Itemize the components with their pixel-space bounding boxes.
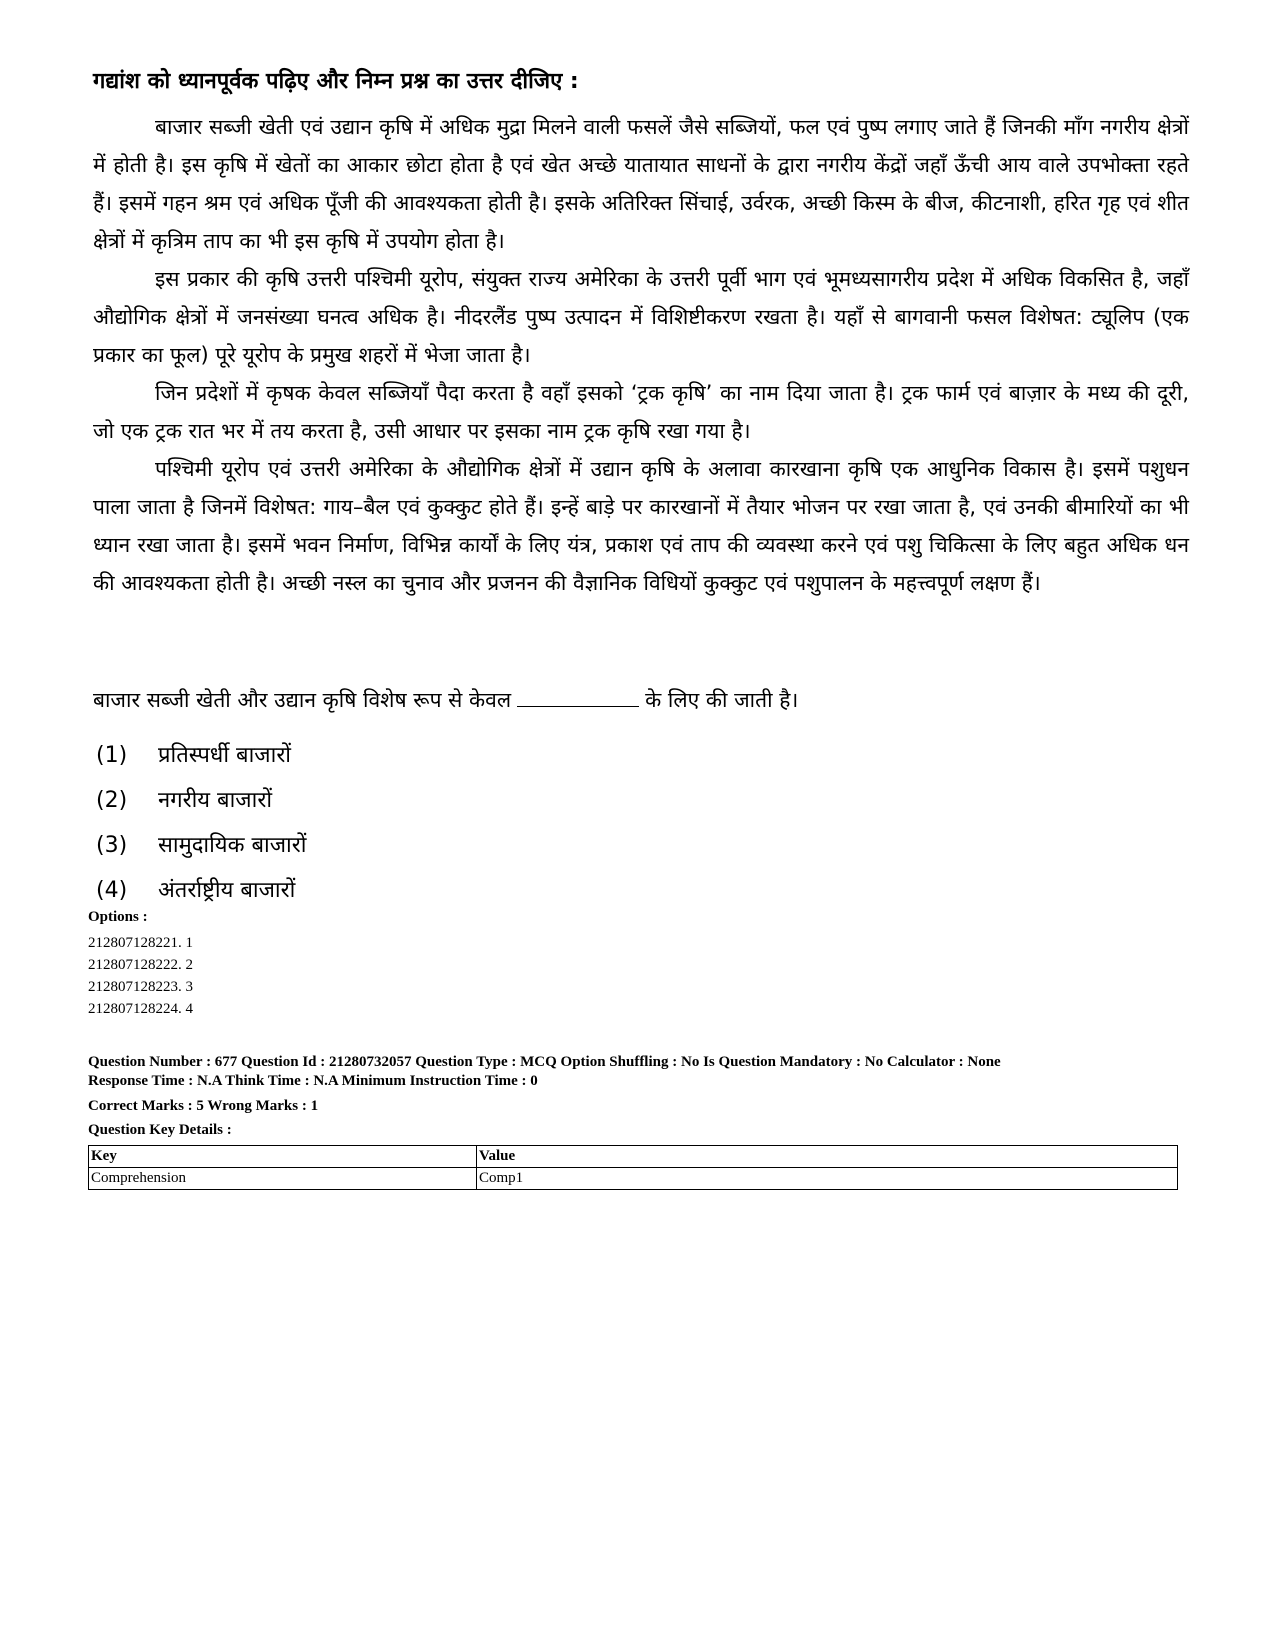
key-details-label: Question Key Details :	[88, 1122, 232, 1138]
key-details-table	[88, 1145, 1178, 1190]
comprehension-passage	[93, 108, 1189, 602]
choice-2[interactable]	[96, 778, 796, 823]
choice-number: (2)	[96, 788, 128, 813]
option-id: 212807128224. 4	[88, 1001, 193, 1017]
choice-text: नगरीय बाजारों	[158, 788, 273, 813]
question-text-after-blank: के लिए की जाती है।	[645, 688, 799, 712]
metadata-line-1: Question Number : 677 Question Id : 21280732057 Question Type : MCQ Option Shuffling : No Is Question Mandatory : No Calculator : None	[88, 1054, 1001, 1070]
option-id: 212807128222. 2	[88, 957, 193, 973]
metadata-line-2: Response Time : N.A Think Time : N.A Minimum Instruction Time : 0	[88, 1073, 538, 1089]
passage-heading: गद्यांश को ध्यानपूर्वक पढ़िए और निम्न प्रश्न का उत्तर दीजिए :	[93, 69, 579, 94]
choice-text: अंतर्राष्ट्रीय बाजारों	[158, 878, 296, 903]
choice-number: (1)	[96, 743, 128, 768]
answer-choices	[96, 733, 796, 913]
passage-paragraph-3: जिन प्रदेशों में कृषक केवल सब्जियाँ पैदा करता है वहाँ इसको ‘ट्रक कृषि’ का नाम दिया जाता है। ट्रक फार्म एवं बाज़ार के मध्य की दूरी, जो एक ट्रक रात भर में तय करता है, उसी आधार पर इसका नाम ट्रक कृषि रखा गया है।	[93, 381, 1189, 443]
choice-text: सामुदायिक बाजारों	[158, 833, 307, 858]
table-row	[89, 1168, 1178, 1190]
option-id: 212807128223. 3	[88, 979, 193, 995]
option-id: 212807128221. 1	[88, 935, 193, 951]
options-label: Options :	[88, 909, 148, 925]
table-cell-key: Comprehension	[89, 1168, 477, 1190]
table-cell-value: Comp1	[477, 1168, 1178, 1190]
choice-3[interactable]	[96, 823, 796, 868]
question-text-before-blank: बाजार सब्जी खेती और उद्यान कृषि विशेष रूप से केवल	[93, 688, 512, 712]
marks-info: Correct Marks : 5 Wrong Marks : 1	[88, 1098, 319, 1114]
passage-paragraph-4: पश्चिमी यूरोप एवं उत्तरी अमेरिका के औद्योगिक क्षेत्रों में उद्यान कृषि के अलावा कारखाना कृषि एक आधुनिक विकास है। इसमें पशुधन पाला जाता है जिनमें विशेषत: गाय–बैल एवं कुक्कुट होते हैं। इन्हें बाड़े पर कारखानों में तैयार भोजन पर रखा जाता है, एवं उनकी बीमारियों का भी ध्यान रखा जाता है। इसमें भवन निर्माण, विभिन्न कार्यों के लिए यंत्र, प्रकाश एवं ताप की व्यवस्था करने एवं पशु चिकित्सा के लिए बहुत अधिक धन की आवश्यकता होती है। अच्छी नस्ल का चुनाव और प्रजनन की वैज्ञानिक विधियों कुक्कुट एवं पशुपालन के महत्त्वपूर्ण लक्षण हैं।	[93, 457, 1189, 595]
passage-paragraph-2: इस प्रकार की कृषि उत्तरी पश्चिमी यूरोप, संयुक्त राज्य अमेरिका के उत्तरी पूर्वी भाग एवं भूमध्यसागरीय प्रदेश में अधिक विकसित है, जहाँ औद्योगिक क्षेत्रों में जनसंख्या घनत्व अधिक है। नीदरलैंड पुष्प उत्पादन में विशिष्टीकरण रखता है। यहाँ से बागवानी फसल विशेषत: ट्यूलिप (एक प्रकार का फूल) पूरे यूरोप के प्रमुख शहरों में भेजा जाता है।	[93, 267, 1189, 367]
column-header-key: Key	[89, 1146, 477, 1168]
question-metadata	[88, 1053, 1198, 1091]
question-stem	[93, 684, 1189, 716]
choice-text: प्रतिस्पर्धी बाजारों	[158, 743, 292, 768]
choice-number: (3)	[96, 833, 128, 858]
answer-blank	[517, 686, 639, 707]
table-header-row	[89, 1146, 1178, 1168]
choice-4[interactable]	[96, 868, 796, 913]
column-header-value: Value	[477, 1146, 1178, 1168]
choice-number: (4)	[96, 878, 128, 903]
passage-paragraph-1: बाजार सब्जी खेती एवं उद्यान कृषि में अधिक मुद्रा मिलने वाली फसलें जैसे सब्जियों, फल एवं पुष्प लगाए जाते हैं जिनकी माँग नगरीय क्षेत्रों में होती है। इस कृषि में खेतों का आकार छोटा होता है एवं खेत अच्छे यातायात साधनों के द्वारा नगरीय केंद्रों जहाँ ऊँची आय वाले उपभोक्ता रहते हैं। इसमें गहन श्रम एवं अधिक पूँजी की आवश्यकता होती है। इसके अतिरिक्त सिंचाई, उर्वरक, अच्छी किस्म के बीज, कीटनाशी, हरित गृह एवं शीत क्षेत्रों में कृत्रिम ताप का भी इस कृषि में उपयोग होता है।	[93, 115, 1189, 253]
option-id-list	[88, 932, 193, 1020]
choice-1[interactable]	[96, 733, 796, 778]
